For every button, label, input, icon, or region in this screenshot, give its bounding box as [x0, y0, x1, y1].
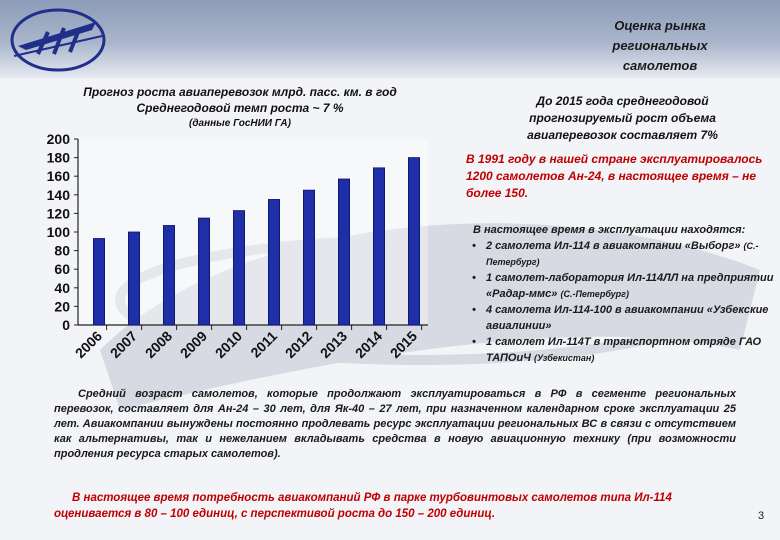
- y-tick-label: 60: [54, 261, 70, 278]
- operations-intro: В настоящее время в эксплуатации находятся:: [473, 224, 746, 236]
- y-tick-label: 160: [46, 168, 70, 185]
- x-tick-label: 2007: [106, 327, 141, 362]
- chart-subtitle: Среднегодовой темп роста ~ 7 %: [136, 101, 344, 115]
- list-item-note: (Узбекистан): [534, 353, 595, 363]
- operations-list: [470, 222, 776, 366]
- slide-title-line: региональных: [612, 38, 708, 53]
- bar: [93, 239, 104, 325]
- x-tick-label: 2015: [386, 327, 421, 362]
- y-tick-label: 120: [46, 205, 70, 222]
- bar: [408, 158, 419, 325]
- ilyushin-logo: [8, 6, 108, 74]
- chart-title-main: Прогноз роста авиаперевозок млрд. пасс. км. в год: [83, 85, 397, 99]
- bar: [128, 232, 139, 325]
- list-item-note: (С.-Петербург): [486, 241, 759, 267]
- page-number: 3: [758, 510, 765, 522]
- x-tick-label: 2013: [316, 327, 351, 362]
- list-item: [470, 334, 776, 366]
- slide-title-line: Оценка рынка: [614, 18, 706, 33]
- x-tick-label: 2011: [247, 327, 281, 361]
- bar: [373, 168, 384, 325]
- slide-title-line: самолетов: [622, 58, 698, 73]
- bar: [233, 211, 244, 325]
- list-item-text: 4 самолета Ил-114-100 в авиакомпании «Узбекские авиалинии»: [486, 304, 769, 332]
- x-tick-label: 2009: [176, 327, 211, 362]
- body-paragraph: Средний возраст самолетов, которые продолжают эксплуатироваться в РФ в сегменте региональных перевозок, составляет для Ан-24 – 30 лет, для Як-40 – 27 лет, при назначенном календарном сроке эксплуатации 25 лет. Авиакомпании вынуждены постоянно продлевать ресурс эксплуатации региональных ВС в связи с отсутствием как альтернативы, так и нежеланием вкладывать средства в новую авиационную технику (при возможности продления ресурса старых самолетов).: [54, 388, 736, 460]
- y-tick-label: 40: [54, 279, 70, 296]
- chart-source: (данные ГосНИИ ГА): [189, 118, 291, 129]
- x-tick-label: 2006: [71, 327, 106, 362]
- bar-chart: [0, 125, 440, 390]
- y-tick-label: 20: [54, 298, 70, 315]
- y-tick-label: 0: [62, 317, 70, 333]
- list-item-text: 1 самолет Ил-114Т в транспортном отряде ГАО ТАПОиЧ: [486, 336, 762, 364]
- growth-info: До 2015 года среднегодовой прогнозируемый рост объема авиаперевозок составляет 7%: [527, 94, 718, 142]
- bar: [163, 225, 174, 325]
- x-tick-label: 2010: [211, 327, 246, 362]
- y-tick-label: 100: [46, 224, 70, 240]
- list-item-note: (С.-Петербург): [560, 289, 629, 299]
- list-item: [470, 302, 776, 334]
- fleet-info: В 1991 году в нашей стране эксплуатировалось 1200 самолетов Ан-24, в настоящее время – не более 150.: [466, 152, 763, 200]
- x-tick-label: 2014: [351, 327, 386, 362]
- y-tick-label: 200: [46, 131, 70, 147]
- x-tick-label: 2012: [281, 327, 316, 362]
- y-tick-label: 80: [54, 242, 70, 259]
- conclusion-text: В настоящее время потребность авиакомпаний РФ в парке турбовинтовых самолетов типа Ил-114 оценивается в 80 – 100 единиц, с перспективой роста до 150 – 200 единиц.: [54, 492, 672, 520]
- bar: [303, 190, 314, 325]
- bar: [338, 179, 349, 325]
- y-tick-label: 140: [46, 186, 70, 203]
- list-item-text: 2 самолета Ил-114 в авиакомпании «Выборг»: [486, 240, 741, 252]
- y-tick-label: 180: [46, 149, 70, 166]
- list-item: [470, 270, 776, 302]
- bar: [198, 218, 209, 325]
- x-tick-label: 2008: [141, 327, 176, 362]
- slide-title: [560, 16, 760, 76]
- list-item: [470, 238, 776, 270]
- bar: [268, 199, 279, 325]
- list-item-text: 1 самолет-лаборатория Ил-114ЛЛ на предприятии «Радар-ммс»: [486, 272, 774, 300]
